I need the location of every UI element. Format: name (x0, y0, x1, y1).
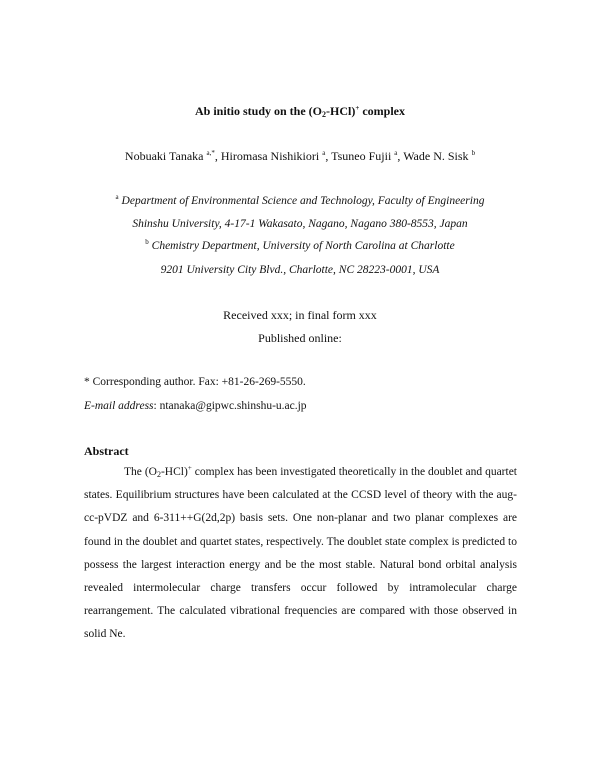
author-affiliation-mark: a (322, 149, 326, 157)
affiliation-a-line1: $^a$ Department of Environmental Science and Technology, Faculty of Engineering (115, 193, 485, 207)
published-date: Published online: (258, 331, 342, 345)
corresponding-author: * Corresponding author. Fax: +81-26-269-5550. (84, 376, 306, 388)
email-label: E-mail address (84, 400, 154, 412)
author-list: Nobuaki Tanaka $^{a,*}$, Hiromasa Nishikiori $^a$, Tsuneo Fujii $^a$, Wade N. Sisk $^b$ (124, 149, 476, 163)
email-address (84, 400, 307, 412)
author-name: Nobuaki Tanaka (124, 149, 204, 163)
author-affiliation-mark: a (394, 149, 398, 157)
affiliation-b-line1: $^b$ Chemistry Department, University of North Carolina at Charlotte (145, 238, 455, 252)
paper-title: Ab initio study on the $(O_2-HCl)^+$ complex (194, 104, 405, 119)
affiliation-a-line2: Shinshu University, 4-17-1 Wakasato, Nagano, Nagano 380-8553, Japan (132, 218, 468, 230)
abstract-body: The $(O_2-HCl)^+$ complex has been investigated theoretically in the doublet and quartet states. Equilibrium structures have been calculated at the CCSD level of theory with the aug-cc-pVDZ and 6-311++G(2d,2p) basis sets. One non-planar and two planar complexes are found in the doublet and quartet states, respectively. The doublet state complex is predicted to possess the largest interaction energy and be the most stable. Natural bond orbital analysis revealed intermolecular charge transfers occur followed by intramolecular charge rearrangement. The calculated vibrational frequencies are compared with those observed in solid Ne. (84, 464, 517, 641)
email-value: : ntanaka@gipwc.shinshu-u.ac.jp (153, 400, 307, 412)
author-affiliation-mark: a,* (206, 149, 215, 157)
author-affiliation-mark: b (471, 149, 476, 157)
author-name: Hiromasa Nishikiori (220, 149, 320, 163)
author-name: Wade N. Sisk (403, 149, 469, 163)
author-name: Tsuneo Fujii (331, 149, 392, 163)
affiliation-b-line2: 9201 University City Blvd., Charlotte, NC 28223-0001, USA (160, 264, 440, 276)
received-date: Received xxx; in final form xxx (223, 308, 377, 322)
abstract-heading: Abstract (84, 444, 129, 458)
